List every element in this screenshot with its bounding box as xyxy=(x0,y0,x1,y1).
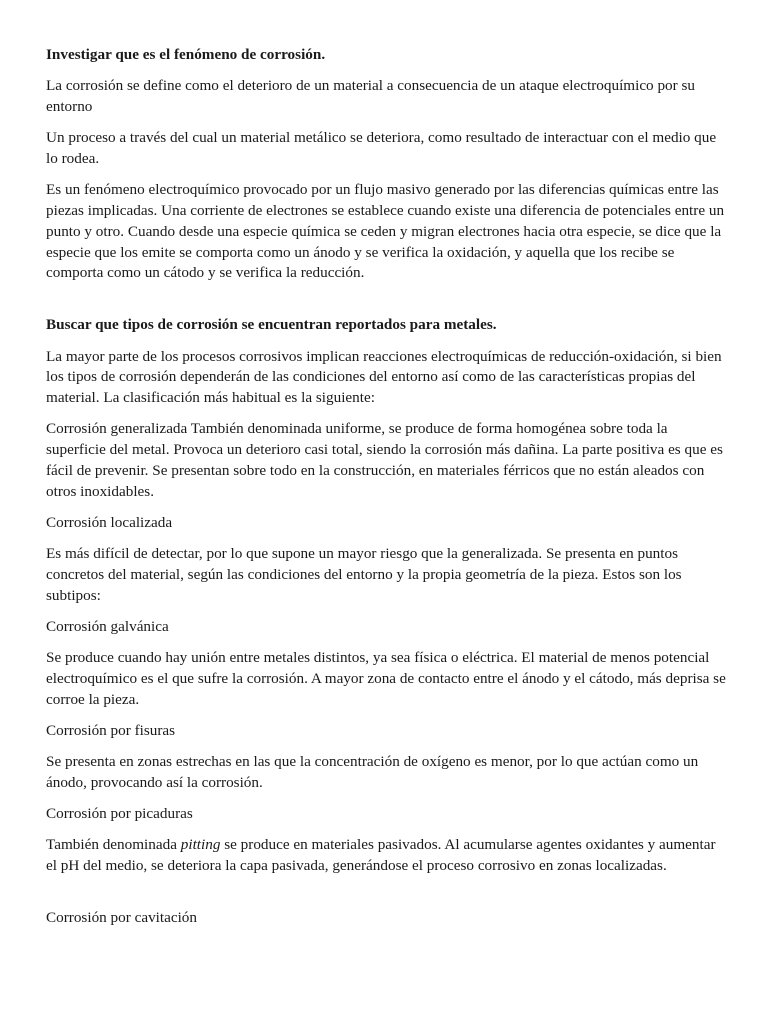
definition-paragraph-3: Es un fenómeno electroquímico provocado por un flujo masivo generado por las diferencias químicas entre las piezas implicadas. Una corriente de electrones se establece cuando existe una diferencia de potenciales entre un punto y otro. Cuando desde una especie química se ceden y migran electrones hacia otra especie, se dice que la especie que los emite se comporta como un ánodo y se verifica la oxidación, y aquella que los recibe se comporta como un cátodo y se verifica la reducción. xyxy=(46,181,725,282)
crevice-corrosion-paragraph: Se presenta en zonas estrechas en las que la concentración de oxígeno es menor, por lo que actúan como un ánodo, provocando así la corrosión. xyxy=(46,753,699,791)
paragraph-spacer xyxy=(46,887,726,908)
definition-paragraph-2: Un proceso a través del cual un material metálico se deteriora, como resultado de interactuar con el medio que lo rodea. xyxy=(46,129,717,167)
crevice-corrosion-title: Corrosión por fisuras xyxy=(46,721,176,739)
section2-heading: Buscar que tipos de corrosión se encuentran reportados para metales. xyxy=(46,316,497,334)
section-spacer xyxy=(46,295,726,316)
localized-corrosion-paragraph: Es más difícil de detectar, por lo que supone un mayor riesgo que la generalizada. Se presenta en puntos concretos del material, según las condiciones del entorno y la propia geometría de la pieza. Estos son los subtipos: xyxy=(46,545,682,604)
cavitation-corrosion-title: Corrosión por cavitación xyxy=(46,908,197,926)
galvanic-corrosion-paragraph: Se produce cuando hay unión entre metales distintos, ya sea física o eléctrica. El material de menos potencial electroquímico es el que sufre la corrosión. A mayor zona de contacto entre el ánodo y el cátodo, más deprisa se corroe la pieza. xyxy=(46,649,726,708)
definition-paragraph-1: La corrosión se define como el deterioro de un material a consecuencia de un ataque electroquímico por su entorno xyxy=(46,77,695,115)
section1-heading: Investigar que es el fenómeno de corrosión. xyxy=(46,46,326,63)
general-corrosion-paragraph: Corrosión generalizada También denominada uniforme, se produce de forma homogénea sobre toda la superficie del metal. Provoca un deterioro casi total, siendo la corrosión más dañina. La parte positiva es que es fácil de prevenir. Se presentan sobre todo en la construcción, en materiales férricos que no están aleados con otros inoxidables. xyxy=(46,420,723,500)
pitting-term: pitting xyxy=(180,836,221,854)
pitting-corrosion-title: Corrosión por picaduras xyxy=(46,804,193,822)
types-intro-paragraph: La mayor parte de los procesos corrosivos implican reacciones electroquímicas de reducción-oxidación, si bien los tipos de corrosión dependerán de las condiciones del entorno así como de las características propias del material. La clasificación más habitual es la siguiente: xyxy=(46,347,722,407)
pitting-text-before: También denominada xyxy=(46,836,181,854)
pitting-corrosion-paragraph xyxy=(46,835,726,877)
localized-corrosion-title: Corrosión localizada xyxy=(46,513,173,531)
galvanic-corrosion-title: Corrosión galvánica xyxy=(46,617,169,635)
pitting-text-after: se produce en materiales pasivados. Al acumularse agentes oxidantes y aumentar el pH del medio, se deteriora la capa pasivada, generándose el proceso corrosivo en zonas localizadas. xyxy=(46,836,716,874)
document-page xyxy=(46,45,726,939)
